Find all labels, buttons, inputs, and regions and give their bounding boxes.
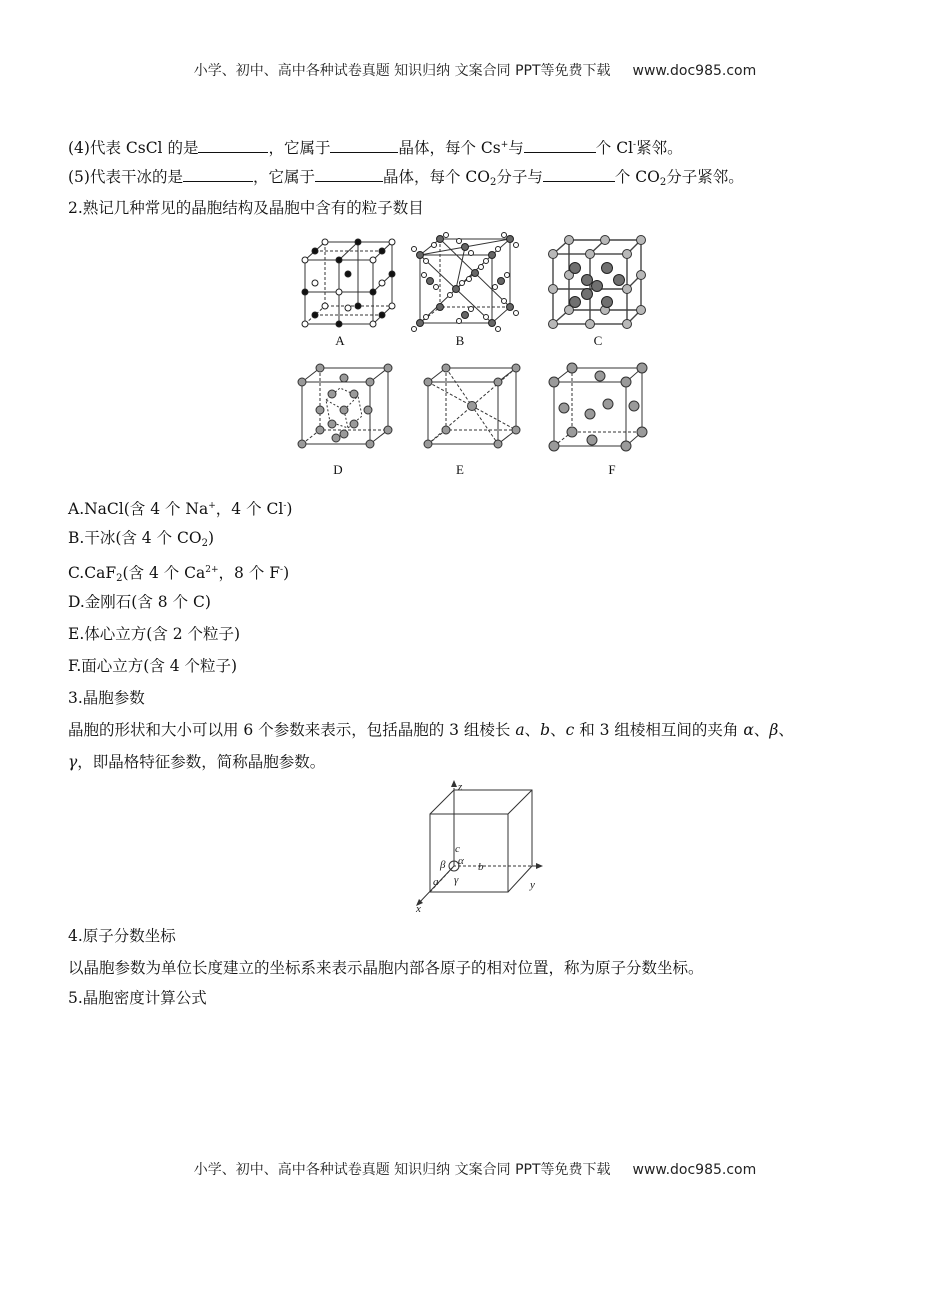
question-5 bbox=[68, 167, 744, 193]
figure-label-d: D bbox=[333, 462, 343, 477]
crystal-figure-a bbox=[300, 238, 395, 328]
item-c-p4: ) bbox=[283, 564, 290, 582]
axis-y-label: y bbox=[530, 879, 535, 891]
q5-blank-1[interactable] bbox=[183, 167, 253, 182]
q4-blank-3[interactable] bbox=[524, 138, 596, 153]
q4-blank-2[interactable] bbox=[330, 138, 398, 153]
item-c-s3: - bbox=[280, 565, 284, 575]
item-c-p3: ，8 个 F bbox=[218, 564, 281, 582]
angle-beta-label: β bbox=[440, 859, 446, 871]
item-b-p2: ) bbox=[207, 529, 215, 547]
page-header bbox=[0, 60, 950, 80]
q4-sup-2: - bbox=[633, 140, 637, 150]
q4-text-b: ，它属于 bbox=[268, 139, 331, 157]
question-4 bbox=[68, 135, 683, 158]
unit-cell-parameter-diagram bbox=[412, 780, 547, 915]
item-b-p1: B.干冰(含 4 个 CO bbox=[68, 529, 202, 547]
item-a bbox=[68, 496, 292, 519]
angle-gamma-label: γ bbox=[454, 874, 459, 886]
q5-sub-2: 2 bbox=[659, 177, 667, 188]
section-3-title: 3.晶胞参数 bbox=[68, 689, 145, 707]
footer-url[interactable]: www.doc985.com bbox=[632, 1162, 757, 1178]
edge-c-label: c bbox=[455, 843, 460, 855]
item-c bbox=[68, 560, 289, 589]
crystal-figure-c bbox=[547, 236, 647, 328]
figure-label-e: E bbox=[456, 462, 464, 477]
s3-l1b: 和 3 组棱相互间的夹角 bbox=[574, 721, 744, 739]
q4-text-a: (4)代表 CsCl 的是 bbox=[68, 139, 199, 157]
edge-b-label: b bbox=[478, 861, 484, 873]
section-3-line-1 bbox=[68, 720, 794, 740]
item-a-p3: ) bbox=[286, 500, 293, 518]
s3-var-c: c bbox=[565, 721, 575, 739]
q4-text-c: 晶体，每个 Cs bbox=[398, 139, 501, 157]
figure-label-b: B bbox=[455, 333, 465, 348]
s3-beta: β bbox=[769, 721, 779, 739]
section-3-line-2 bbox=[68, 752, 325, 772]
s3-alpha: α bbox=[743, 721, 754, 739]
section-4-text: 以晶胞参数为单位长度建立的坐标系来表示晶胞内部各原子的相对位置，称为原子分数坐标。 bbox=[68, 959, 704, 977]
s3-sep2: 、 bbox=[550, 721, 566, 739]
section-4-title: 4.原子分数坐标 bbox=[68, 927, 176, 945]
item-b-s1: 2 bbox=[201, 538, 208, 549]
q5-text-c: 晶体，每个 CO bbox=[382, 168, 490, 186]
item-b bbox=[68, 528, 214, 554]
s3-sep4: 、 bbox=[778, 721, 794, 739]
item-c-s2: 2+ bbox=[205, 565, 219, 575]
s3-sep1: 、 bbox=[524, 721, 541, 739]
q4-text-f: 紧邻。 bbox=[636, 139, 683, 157]
s3-var-a: a bbox=[515, 721, 525, 739]
footer-text: 小学、初中、高中各种试卷真题 知识归纳 文案合同 PPT等免费下载 bbox=[193, 1162, 611, 1178]
q5-text-f: 分子紧邻。 bbox=[666, 168, 744, 186]
header-url[interactable]: www.doc985.com bbox=[632, 63, 757, 79]
s3-var-b: b bbox=[540, 721, 551, 739]
figure-label-c: C bbox=[593, 333, 603, 348]
q5-sub-1: 2 bbox=[489, 177, 497, 188]
item-f: F.面心立方(含 4 个粒子) bbox=[68, 657, 238, 675]
item-a-s2: - bbox=[283, 501, 287, 511]
q5-text-d: 分子与 bbox=[496, 168, 543, 186]
q5-text-a: (5)代表干冰的是 bbox=[68, 168, 183, 186]
item-c-p1: C.CaF bbox=[68, 564, 117, 582]
crystal-figure-d bbox=[296, 366, 392, 450]
figure-label-f: F bbox=[608, 462, 616, 477]
crystal-figure-b bbox=[412, 235, 517, 330]
q5-text-b: ，它属于 bbox=[252, 168, 315, 186]
section-2-title: 2.熟记几种常见的晶胞结构及晶胞中含有的粒子数目 bbox=[68, 199, 424, 217]
s3-l1a: 晶胞的形状和大小可以用 6 个参数来表示，包括晶胞的 3 组棱长 bbox=[68, 721, 516, 739]
q4-text-e: 个 Cl bbox=[595, 139, 634, 157]
q4-blank-1[interactable] bbox=[198, 138, 268, 153]
angle-alpha-label: α bbox=[458, 855, 464, 867]
s3-sep3: 、 bbox=[753, 721, 770, 739]
q5-blank-2[interactable] bbox=[315, 167, 383, 182]
q5-text-e: 个 CO bbox=[614, 168, 660, 186]
q5-blank-3[interactable] bbox=[543, 167, 615, 182]
crystal-figure-e bbox=[422, 366, 520, 450]
s3-gamma: γ bbox=[68, 753, 78, 771]
q4-sup-1: + bbox=[500, 140, 509, 150]
figure-label-a: A bbox=[335, 333, 345, 348]
axis-x-label: x bbox=[416, 903, 421, 915]
item-c-s1: 2 bbox=[116, 573, 123, 584]
item-e: E.体心立方(含 2 个粒子) bbox=[68, 625, 241, 643]
section-5-title: 5.晶胞密度计算公式 bbox=[68, 989, 207, 1007]
s3-l2: ，即晶格特征参数，简称晶胞参数。 bbox=[77, 753, 326, 771]
item-a-p2: ，4 个 Cl bbox=[215, 500, 284, 518]
header-text: 小学、初中、高中各种试卷真题 知识归纳 文案合同 PPT等免费下载 bbox=[193, 63, 611, 79]
axis-z-label: z bbox=[458, 781, 463, 793]
item-a-s1: + bbox=[208, 501, 216, 511]
q4-text-d: 与 bbox=[508, 139, 524, 157]
item-c-p2: (含 4 个 Ca bbox=[122, 564, 206, 582]
crystal-figure-f bbox=[548, 364, 648, 452]
item-a-p1: A.NaCl(含 4 个 Na bbox=[68, 500, 209, 518]
item-d: D.金刚石(含 8 个 C) bbox=[68, 593, 211, 611]
page-footer bbox=[0, 1159, 950, 1179]
edge-a-label: a bbox=[433, 876, 439, 888]
